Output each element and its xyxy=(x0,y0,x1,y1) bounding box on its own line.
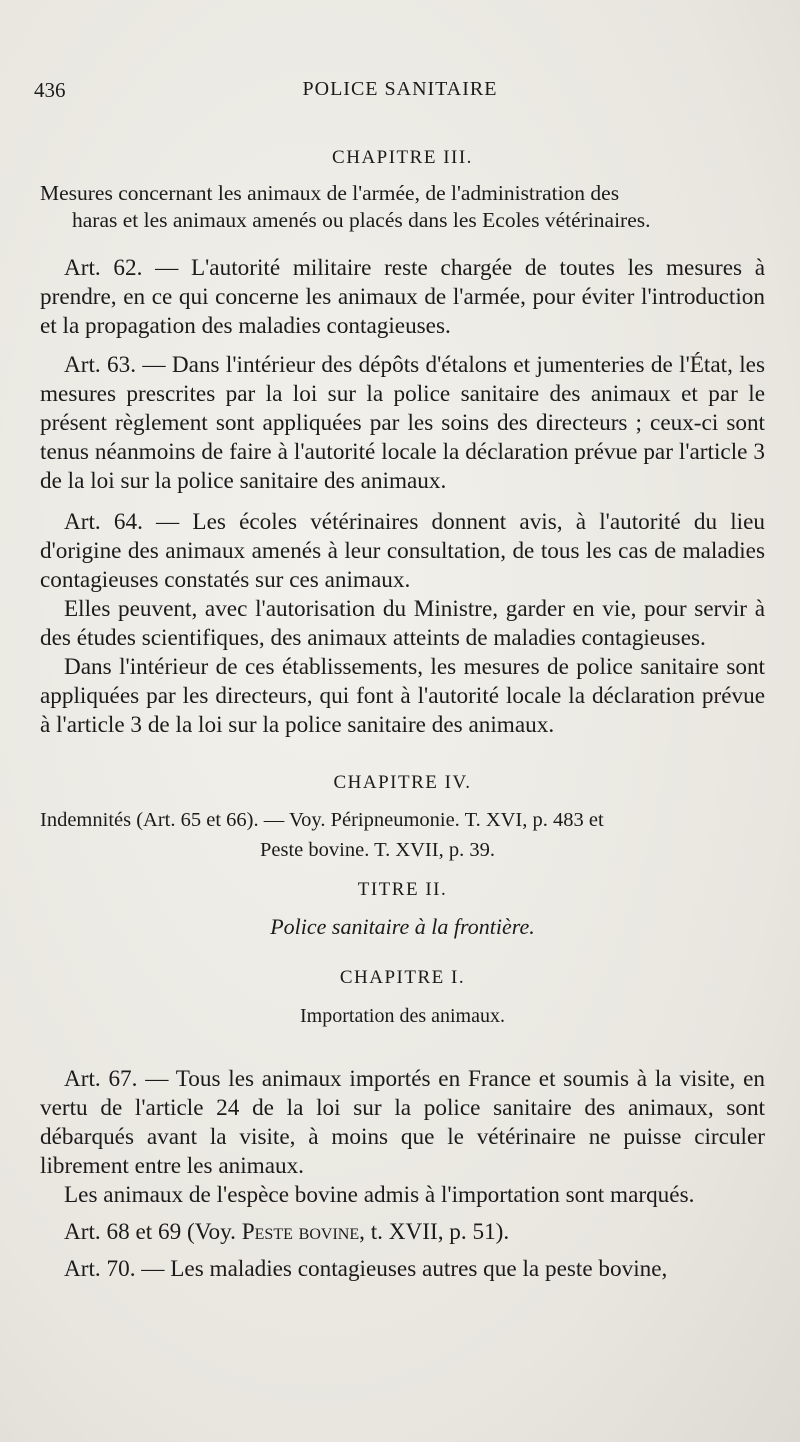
article-68-69 xyxy=(40,1218,765,1247)
chapter-4-heading: CHAPITRE IV. xyxy=(333,772,472,793)
chapter-4-note xyxy=(40,805,765,865)
page-number: 436 xyxy=(34,78,66,102)
article-70: Art. 70. — Les maladies contagieuses autres que la peste bovine, xyxy=(64,1256,668,1282)
article-62: Art. 62. — L'autorité militaire reste chargée de toutes les mesures à prendre, en ce qui concerne les animaux de l'armée, pour éviter l'introduction et la propagation des maladies contagieuses. xyxy=(40,255,765,339)
chapter-4-note-line1: Indemnités (Art. 65 et 66). — Voy. Péripneumonie. T. XVI, p. 483 et xyxy=(40,809,604,831)
chapter-3-heading: CHAPITRE III. xyxy=(332,147,473,168)
chapter-1-title: Importation des animaux. xyxy=(300,1005,505,1027)
chapter-3-title xyxy=(40,180,765,234)
running-head xyxy=(0,78,800,108)
article-64-paragraph-2: Elles peuvent, avec l'autorisation du Ministre, garder en vie, pour servir à des études scientifiques, des animaux atteints de maladies contagieuses. xyxy=(40,596,765,651)
chapter-4-note-line2: Peste bovine. T. XVII, p. 39. xyxy=(260,839,495,861)
page-body xyxy=(40,143,765,1284)
article-67-paragraph-1: Art. 67. — Tous les animaux importés en France et soumis à la visite, en vertu de l'article 24 de la loi sur la police sanitaire des animaux, sont débarqués avant la visite, à moins que le vétérinaire ne puisse circuler librement entre les animaux. xyxy=(40,1066,765,1179)
running-title: POLICE SANITAIRE xyxy=(302,78,498,100)
article-64-paragraph-1: Art. 64. — Les écoles vétérinaires donnent avis, à l'autorité du lieu d'origine des animaux amenés à leur consultation, de tous les cas de maladies contagieuses constatés sur ces animaux. xyxy=(40,509,765,593)
titre-2-subtitle: Police sanitaire à la frontière. xyxy=(270,914,535,939)
chapter-1-heading: CHAPITRE I. xyxy=(339,967,466,988)
article-68-69-suffix: , t. XVII, p. 51). xyxy=(359,1219,510,1245)
article-68-69-prefix: Art. 68 et 69 (Voy. xyxy=(64,1219,242,1245)
chapter-3-title-line2: haras et les animaux amenés ou placés dans les Ecoles vétérinaires. xyxy=(72,208,651,232)
chapter-3-title-line1: Mesures concernant les animaux de l'armée, de l'administration des xyxy=(40,181,620,205)
article-67-paragraph-2: Les animaux de l'espèce bovine admis à l'importation sont marqués. xyxy=(64,1182,695,1208)
titre-2-heading: TITRE II. xyxy=(357,879,448,900)
article-64-paragraph-3: Dans l'intérieur de ces établissements, les mesures de police sanitaire sont appliquées par les directeurs, qui font à l'autorité locale la déclaration prévue à l'article 3 de la loi sur la police sanitaire des animaux. xyxy=(40,654,765,738)
article-63: Art. 63. — Dans l'intérieur des dépôts d'étalons et jumenteries de l'État, les mesures prescrites par la loi sur la police sanitaire des animaux et par le présent règlement sont appliquées par les soins des directeurs ; ceux-ci sont tenus néanmoins de faire à l'autorité locale la déclaration prévue par l'article 3 de la loi sur la police sanitaire des animaux. xyxy=(40,352,765,494)
peste-bovine-reference: Peste bovine xyxy=(241,1219,360,1245)
